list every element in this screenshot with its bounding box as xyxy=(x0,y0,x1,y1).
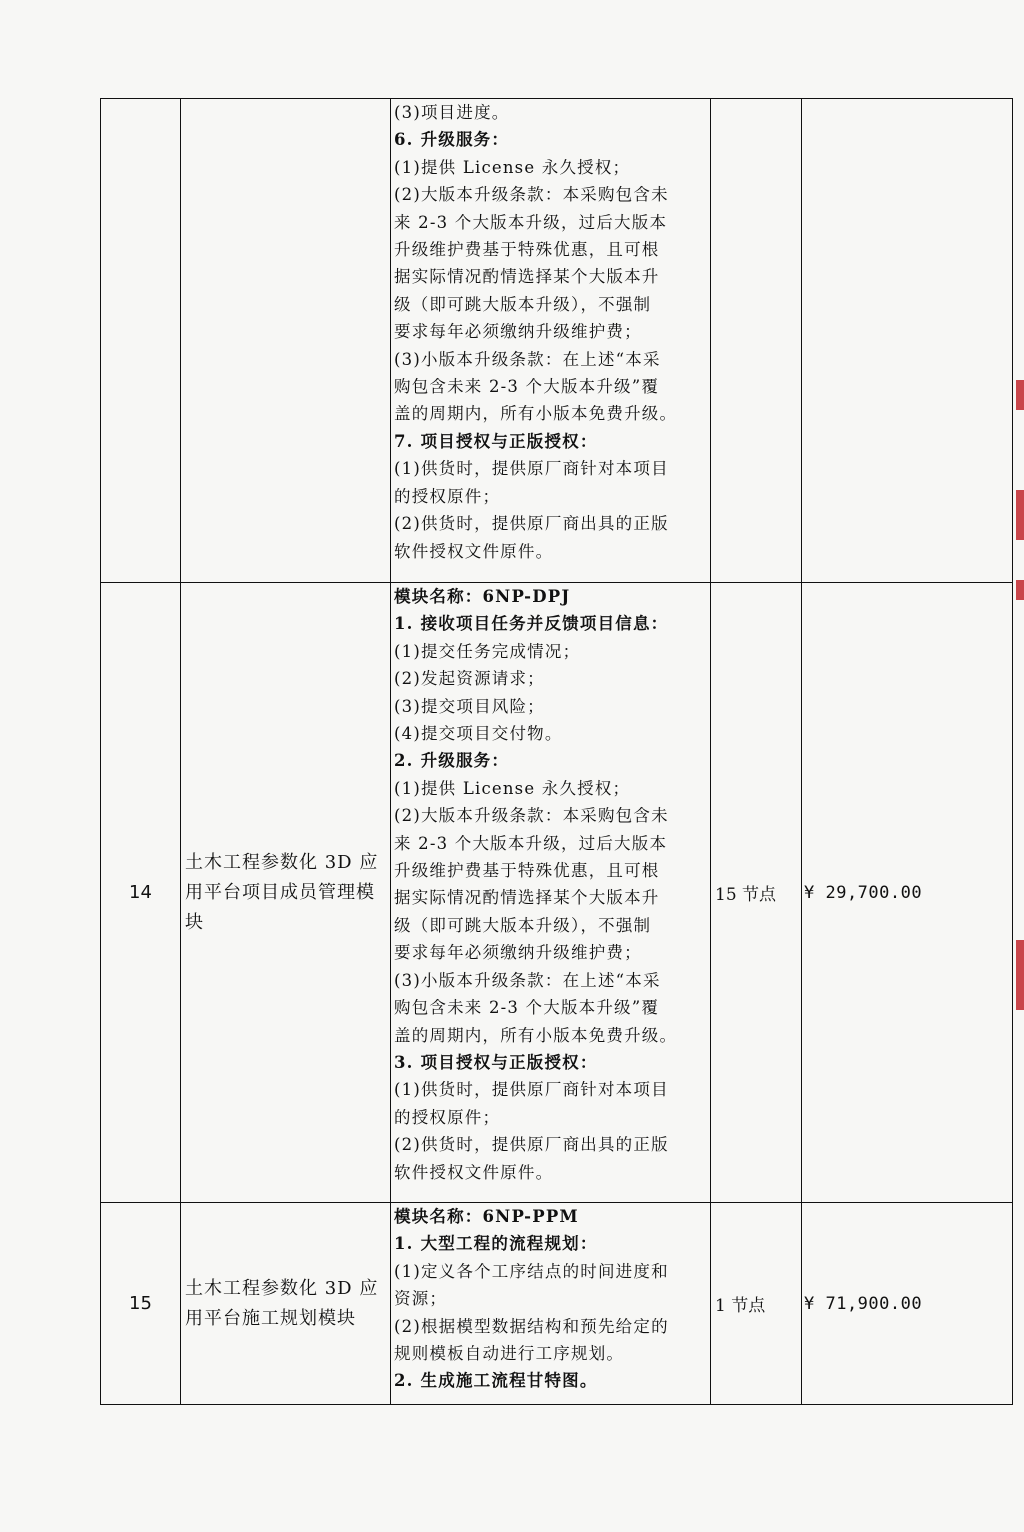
item-number: 15 xyxy=(101,1203,181,1405)
table-row xyxy=(101,1203,1013,1405)
spec-line: 来 2-3 个大版本升级，过后大版本 xyxy=(394,833,668,853)
spec-line: 盖的周期内，所有小版本免费升级。 xyxy=(394,1025,678,1045)
spec-line: 的授权原件； xyxy=(394,486,501,506)
spec-line: 2. 升级服务： xyxy=(394,751,510,771)
spec-line: 购包含未来 2-3 个大版本升级”覆 xyxy=(394,998,660,1018)
item-name: 土木工程参数化 3D 应用平台施工规划模块 xyxy=(181,1203,391,1405)
spec-line: 规则模板自动进行工序规划。 xyxy=(394,1344,625,1364)
item-spec xyxy=(391,583,711,1203)
spec-line: 模块名称：6NP-PPM xyxy=(394,1207,579,1226)
spec-line: 3. 项目授权与正版授权： xyxy=(394,1052,598,1072)
spec-line: 据实际情况酌情选择某个大版本升 xyxy=(394,267,660,287)
item-spec xyxy=(391,99,711,583)
spec-line: 的授权原件； xyxy=(394,1107,501,1127)
spec-line: 软件授权文件原件。 xyxy=(394,1162,554,1182)
spec-line: 来 2-3 个大版本升级，过后大版本 xyxy=(394,212,668,232)
spec-line: (1)提交任务完成情况； xyxy=(394,641,581,661)
spec-line: (2)供货时，提供原厂商出具的正版 xyxy=(394,514,669,534)
item-quantity: 1 节点 xyxy=(711,1203,802,1405)
table-body xyxy=(101,99,1013,1405)
spec-line: (2)供货时，提供原厂商出具的正版 xyxy=(394,1135,669,1155)
spec-line: (4)提交项目交付物。 xyxy=(394,724,563,744)
red-stamp-mark xyxy=(1016,940,1024,1010)
spec-line: (2)大版本升级条款：本采购包含未 xyxy=(394,806,669,826)
spec-line: 1. 接收项目任务并反馈项目信息： xyxy=(394,614,669,634)
spec-line: (2)发起资源请求； xyxy=(394,669,545,689)
spec-line: (3)项目进度。 xyxy=(394,103,510,122)
spec-line: 要求每年必须缴纳升级维护费； xyxy=(394,322,642,342)
spec-line: 级（即可跳大版本升级），不强制 xyxy=(394,294,652,314)
spec-line: 级（即可跳大版本升级），不强制 xyxy=(394,915,652,935)
item-number: 14 xyxy=(101,583,181,1203)
table-row xyxy=(101,99,1013,583)
item-quantity xyxy=(711,99,802,583)
spec-line: (2)根据模型数据结构和预先给定的 xyxy=(394,1316,669,1336)
spec-line: (1)供货时，提供原厂商针对本项目 xyxy=(394,1080,669,1100)
table-row xyxy=(101,583,1013,1203)
red-stamp-mark xyxy=(1016,380,1024,410)
spec-line: 7. 项目授权与正版授权： xyxy=(394,431,598,451)
item-price: ¥ 71,900.00 xyxy=(802,1203,1013,1405)
item-name xyxy=(181,99,391,583)
item-price xyxy=(802,99,1013,583)
item-number xyxy=(101,99,181,583)
spec-line: 1. 大型工程的流程规划： xyxy=(394,1234,598,1254)
spec-line: (1)供货时，提供原厂商针对本项目 xyxy=(394,459,669,479)
item-name: 土木工程参数化 3D 应用平台项目成员管理模块 xyxy=(181,583,391,1203)
red-stamp-mark xyxy=(1016,490,1024,540)
spec-line: (3)提交项目风险； xyxy=(394,696,545,716)
spec-line: 模块名称：6NP-DPJ xyxy=(394,587,571,606)
red-stamp-mark xyxy=(1016,580,1024,600)
item-price: ¥ 29,700.00 xyxy=(802,583,1013,1203)
spec-line: 购包含未来 2-3 个大版本升级”覆 xyxy=(394,377,660,397)
spec-line: 升级维护费基于特殊优惠，且可根 xyxy=(394,240,660,260)
spec-line: 6. 升级服务： xyxy=(394,130,510,150)
spec-line: 资源； xyxy=(394,1289,448,1309)
spec-line: 据实际情况酌情选择某个大版本升 xyxy=(394,888,660,908)
spec-line: (2)大版本升级条款：本采购包含未 xyxy=(394,185,669,205)
item-spec xyxy=(391,1203,711,1405)
procurement-table xyxy=(100,98,1013,1405)
spec-line: (3)小版本升级条款：在上述“本采 xyxy=(394,970,661,990)
item-quantity: 15 节点 xyxy=(711,583,802,1203)
spec-line: 2. 生成施工流程甘特图。 xyxy=(394,1371,598,1391)
spec-line: 升级维护费基于特殊优惠，且可根 xyxy=(394,861,660,881)
spec-line: 软件授权文件原件。 xyxy=(394,541,554,561)
spec-line: (1)定义各个工序结点的时间进度和 xyxy=(394,1261,669,1281)
spec-line: (3)小版本升级条款：在上述“本采 xyxy=(394,349,661,369)
spec-line: (1)提供 License 永久授权； xyxy=(394,157,631,177)
spec-line: (1)提供 License 永久授权； xyxy=(394,778,631,798)
spec-line: 盖的周期内，所有小版本免费升级。 xyxy=(394,404,678,424)
spec-line: 要求每年必须缴纳升级维护费； xyxy=(394,943,642,963)
